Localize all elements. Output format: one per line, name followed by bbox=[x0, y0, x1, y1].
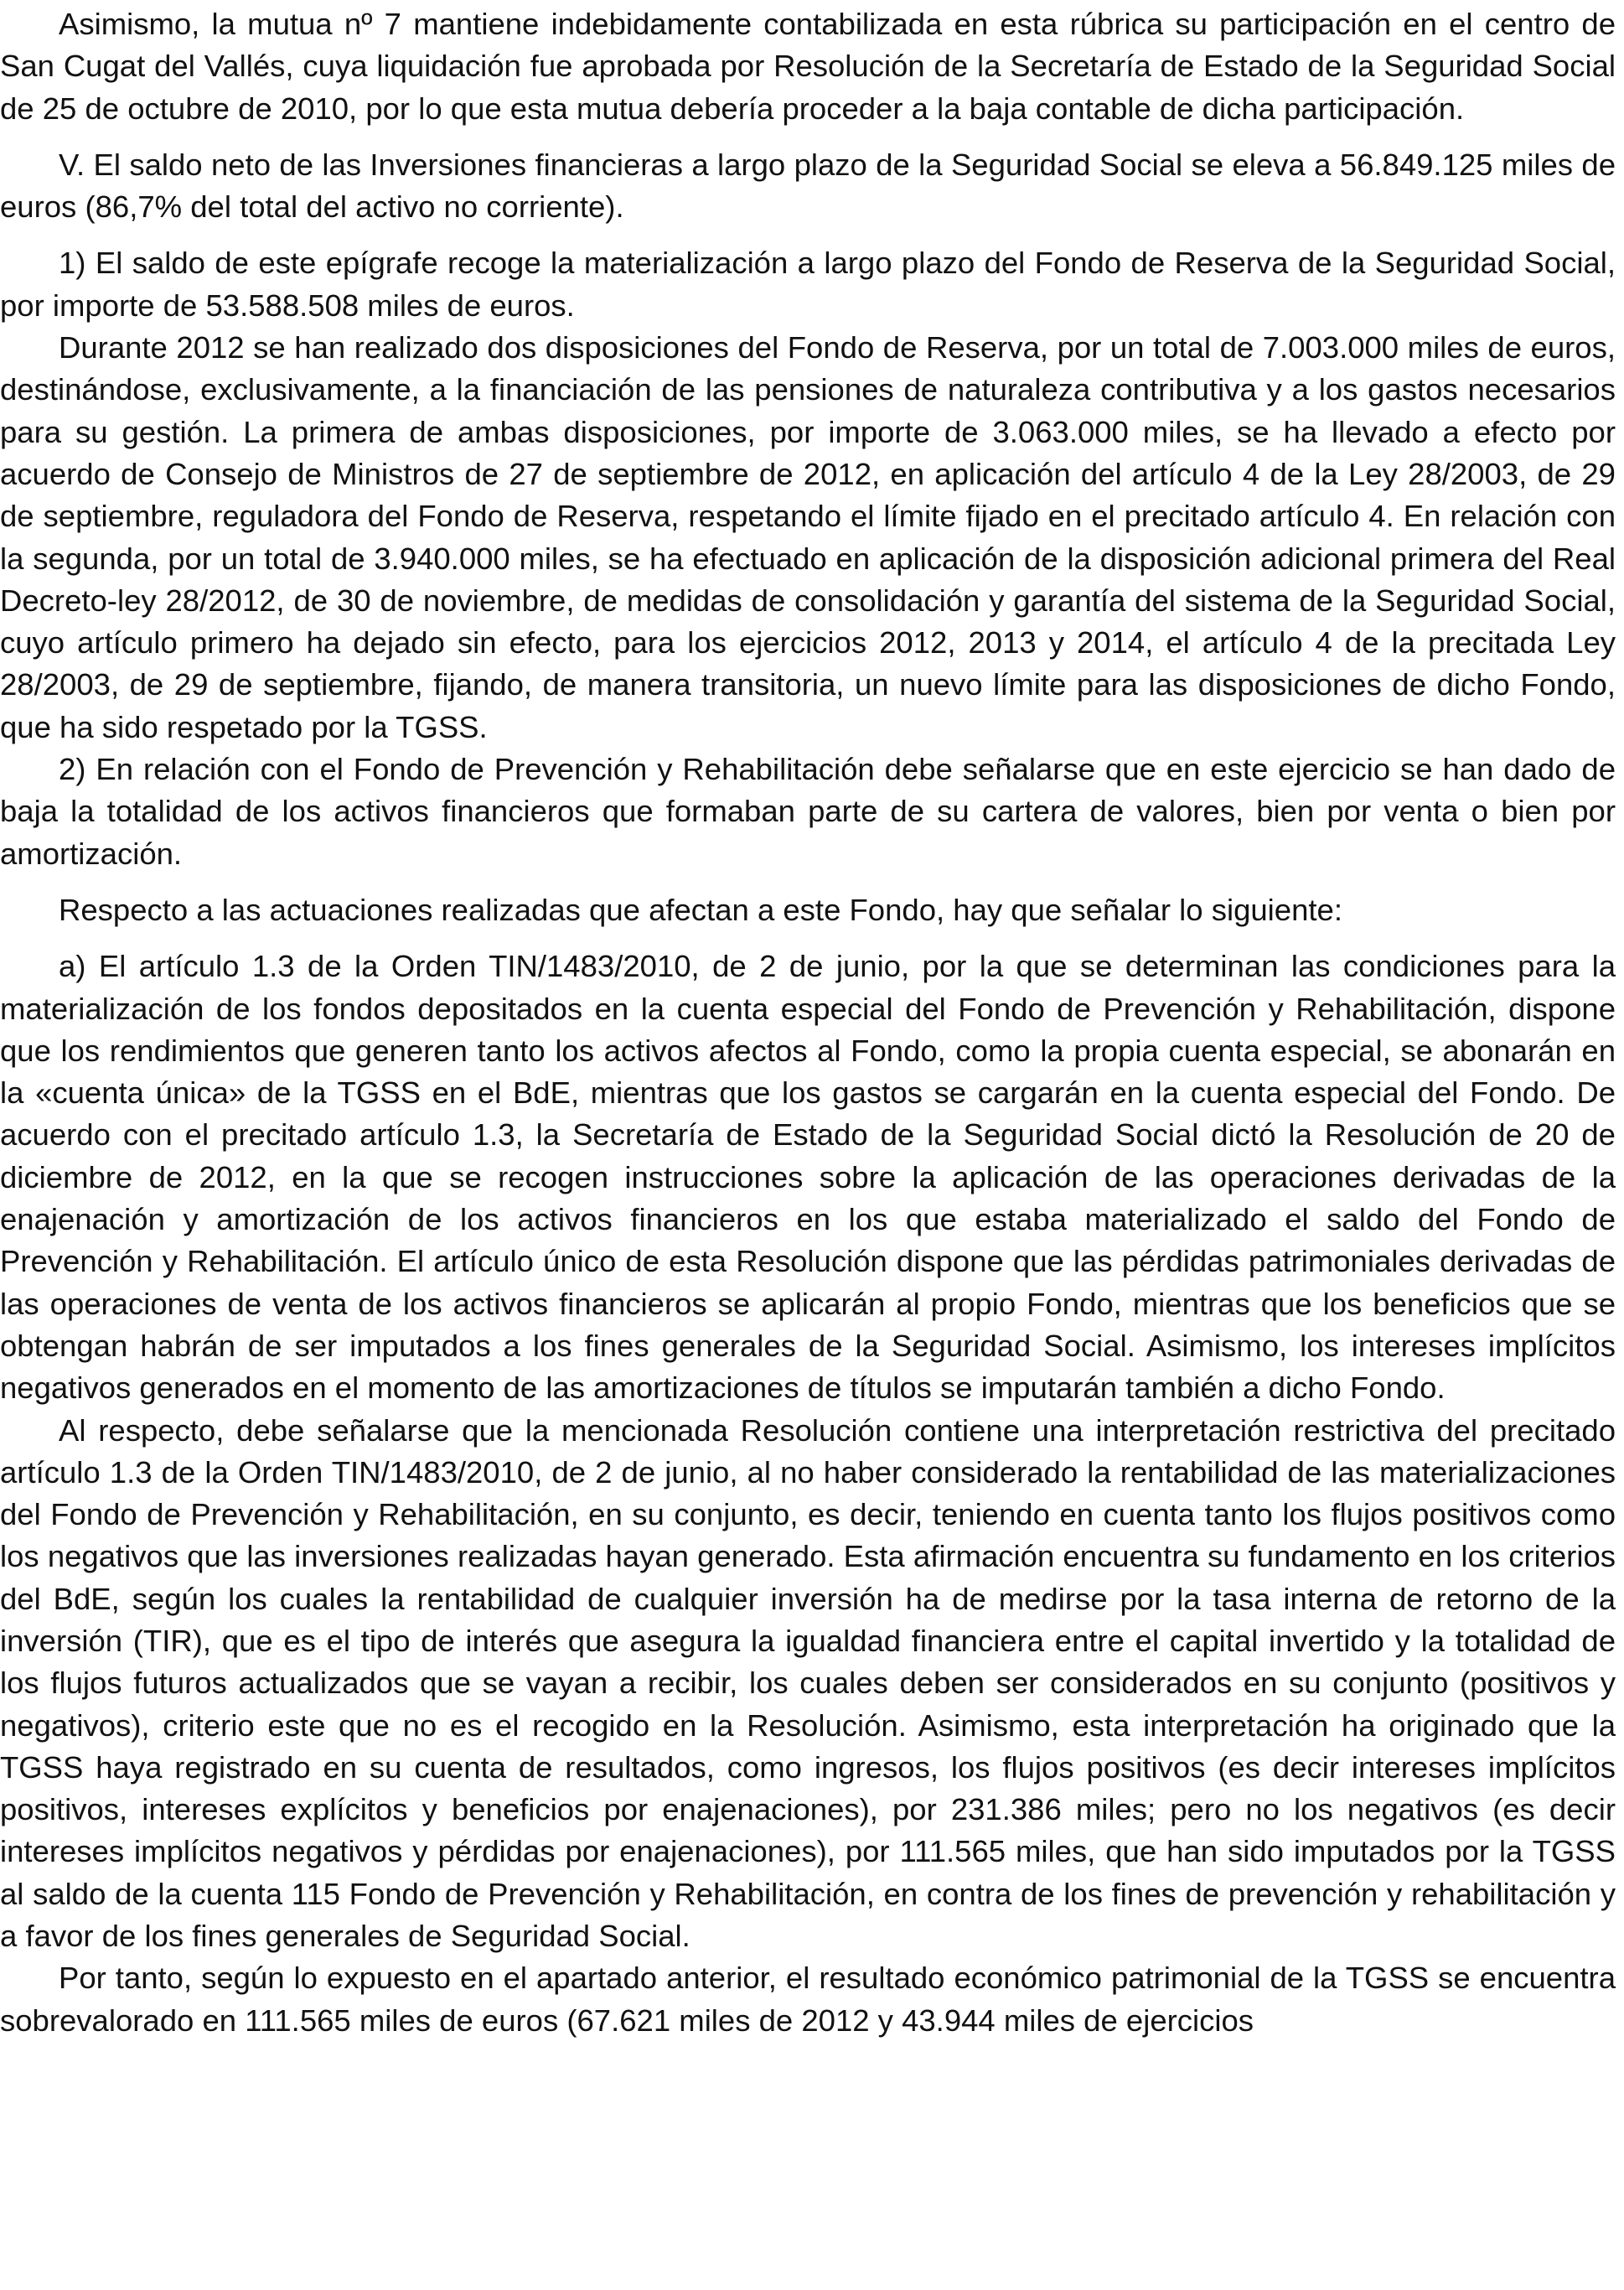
paragraph-item-1-fondo-reserva: 1) El saldo de este epígrafe recoge la materialización a largo plazo del Fondo de Reserva de la Seguridad Social, por importe de 53.588.508 miles de euros. bbox=[0, 246, 1616, 323]
document-body bbox=[0, 3, 1616, 2042]
paragraph-resultado-sobrevalorado: Por tanto, según lo expuesto en el apartado anterior, el resultado económico patrimonial de la TGSS se encuentra sobrevalorado en 111.565 miles de euros (67.621 miles de 2012 y 43.944 miles de ejercicios bbox=[0, 1961, 1616, 2038]
paragraph-item-2-fondo-prevencion: 2) En relación con el Fondo de Prevención y Rehabilitación debe señalarse que en este ejercicio se han dado de baja la totalidad de los activos financieros que formaban parte de su cartera de valores, bien por venta o bien por amortización. bbox=[0, 752, 1616, 871]
paragraph-interpretacion-restrictiva: Al respecto, debe señalarse que la mencionada Resolución contiene una interpretación restrictiva del precitado artículo 1.3 de la Orden TIN/1483/2010, de 2 de junio, al no haber considerado la rentabilidad de las materializaciones del Fondo de Prevención y Rehabilitación, en su conjunto, es decir, teniendo en cuenta tanto los flujos positivos como los negativos que las inversiones realizadas hayan generado. Esta afirmación encuentra su fundamento en los criterios del BdE, según los cuales la rentabilidad de cualquier inversión ha de medirse por la tasa interna de retorno de la inversión (TIR), que es el tipo de interés que asegura la igualdad financiera entre el capital invertido y la totalidad de los flujos futuros actualizados que se vayan a recibir, los cuales deben ser considerados en su conjunto (positivos y negativos), criterio este que no es el recogido en la Resolución. Asimismo, esta interpretación ha originado que la TGSS haya registrado en su cuenta de resultados, como ingresos, los flujos positivos (es decir intereses implícitos positivos, intereses explícitos y beneficios por enajenaciones), por 231.386 miles; pero no los negativos (es decir intereses implícitos negativos y pérdidas por enajenaciones), por 111.565 miles, que han sido imputados por la TGSS al saldo de la cuenta 115 Fondo de Prevención y Rehabilitación, en contra de los fines de prevención y rehabilitación y a favor de los fines generales de Seguridad Social. bbox=[0, 1412, 1616, 1954]
paragraph-disposiciones-fondo-reserva: Durante 2012 se han realizado dos disposiciones del Fondo de Reserva, por un total de 7.003.000 miles de euros, destinándose, exclusivamente, a la financiación de las pensiones de naturaleza contributiva y a los gastos necesarios para su gestión. La primera de ambas disposiciones, por importe de 3.063.000 miles, se ha llevado a efecto por acuerdo de Consejo de Ministros de 27 de septiembre de 2012, en aplicación del artículo 4 de la Ley 28/2003, de 29 de septiembre, reguladora del Fondo de Reserva, respetando el límite fijado en el precitado artículo 4. En relación con la segunda, por un total de 3.940.000 miles, se ha efectuado en aplicación de la disposición adicional primera del Real Decreto-ley 28/2012, de 30 de noviembre, de medidas de consolidación y garantía del sistema de la Seguridad Social, cuyo artículo primero ha dejado sin efecto, para los ejercicios 2012, 2013 y 2014, el artículo 4 de la precitada Ley 28/2003, de 29 de septiembre, fijando, de manera transitoria, un nuevo límite para las disposiciones de dicho Fondo, que ha sido respetado por la TGSS. bbox=[0, 330, 1616, 744]
paragraph-actuaciones-intro: Respecto a las actuaciones realizadas que afectan a este Fondo, hay que señalar lo siguiente: bbox=[59, 892, 1342, 927]
paragraph-item-a-orden-tin: a) El artículo 1.3 de la Orden TIN/1483/2010, de 2 de junio, por la que se determinan las condiciones para la materialización de los fondos depositados en la cuenta especial del Fondo de Prevención y Rehabilitación, dispone que los rendimientos que generen tanto los activos afectos al Fondo, como la propia cuenta especial, se abonarán en la «cuenta única» de la TGSS en el BdE, mientras que los gastos se cargarán en la cuenta especial del Fondo. De acuerdo con el precitado artículo 1.3, la Secretaría de Estado de la Seguridad Social dictó la Resolución de 20 de diciembre de 2012, en la que se recogen instrucciones sobre la aplicación de las operaciones derivadas de la enajenación y amortización de los activos financieros en los que estaba materializado el saldo del Fondo de Prevención y Rehabilitación. El artículo único de esta Resolución dispone que las pérdidas patrimoniales derivadas de las operaciones de venta de los activos financieros se aplicarán al propio Fondo, mientras que los beneficios que se obtengan habrán de ser imputados a los fines generales de la Seguridad Social. Asimismo, los intereses implícitos negativos generados en el momento de las amortizaciones de títulos se imputarán también a dicho Fondo. bbox=[0, 949, 1616, 1406]
paragraph-mutua-participation: Asimismo, la mutua nº 7 mantiene indebidamente contabilizada en esta rúbrica su participación en el centro de San Cugat del Vallés, cuya liquidación fue aprobada por Resolución de la Secretaría de Estado de la Seguridad Social de 25 de octubre de 2010, por lo que esta mutua debería proceder a la baja contable de dicha participación. bbox=[0, 7, 1616, 126]
paragraph-section-v-inversiones: V. El saldo neto de las Inversiones financieras a largo plazo de la Seguridad Social se eleva a 56.849.125 miles de euros (86,7% del total del activo no corriente). bbox=[0, 147, 1616, 225]
